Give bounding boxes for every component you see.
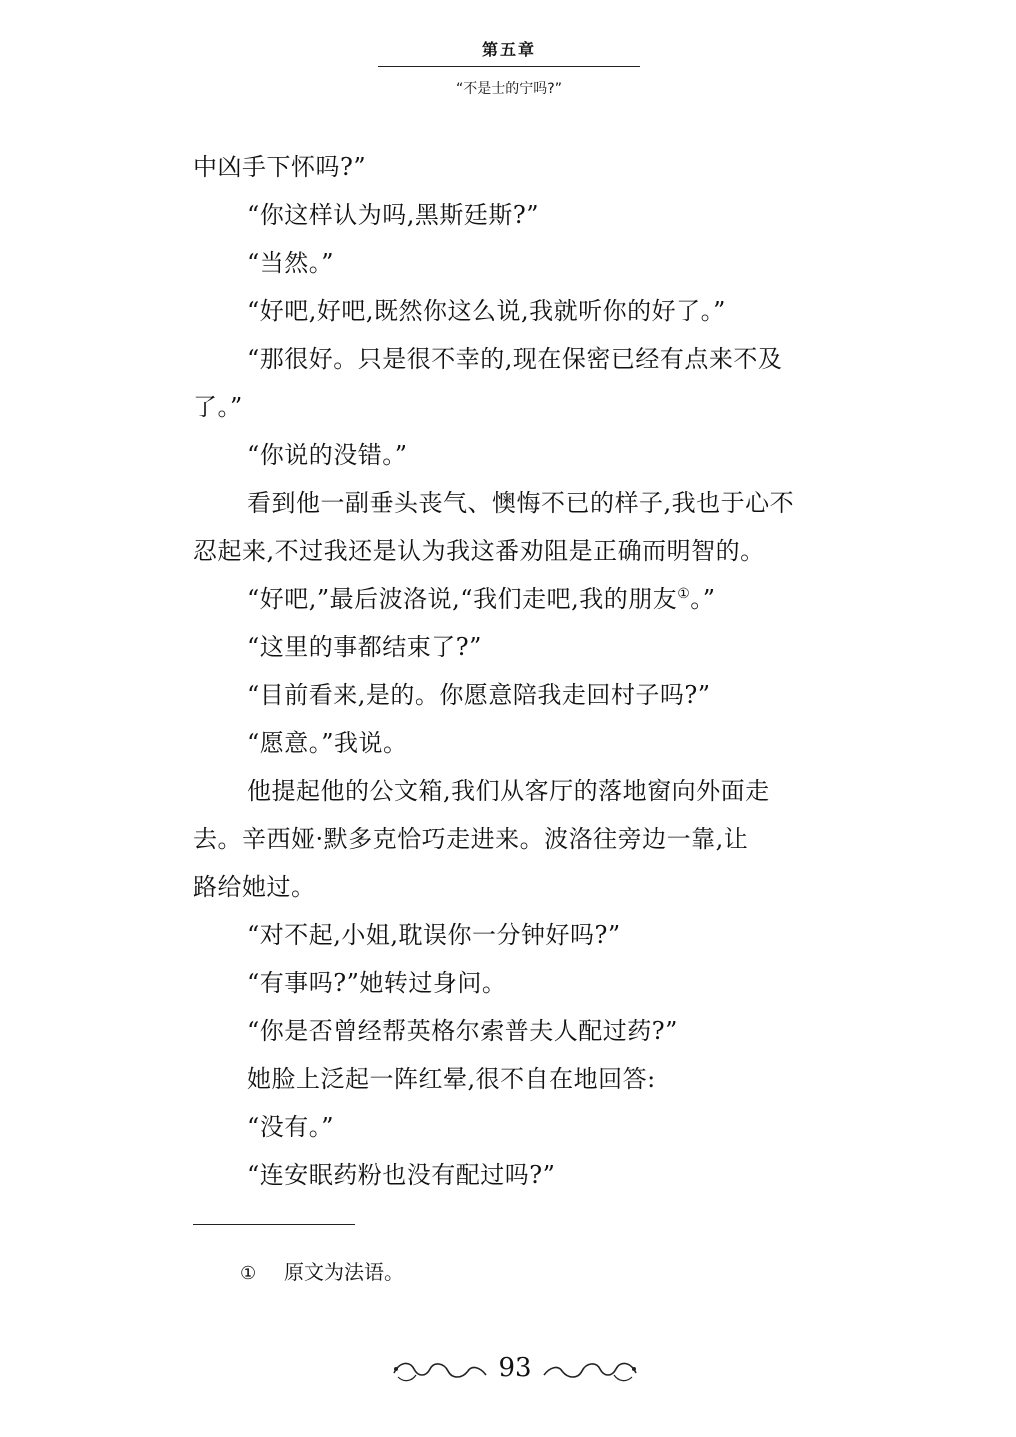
text-line-tail: 。” <box>690 585 716 613</box>
text-line <box>193 1055 833 1103</box>
text-line <box>193 1151 833 1199</box>
text-line-content: 路给她过。 <box>193 873 316 901</box>
text-line-content: 去。辛西娅·默多克恰巧走进来。波洛往旁边一靠,让 <box>193 825 749 853</box>
chapter-subtitle: “不是士的宁吗?” <box>456 81 562 97</box>
text-line <box>193 143 833 191</box>
text-line <box>193 767 833 815</box>
text-line-content: “当然。” <box>247 249 335 277</box>
text-line-content: “那很好。只是很不幸的,现在保密已经有点来不及 <box>247 345 783 373</box>
text-line-content: “好吧,”最后波洛说,“我们走吧,我的朋友 <box>247 585 678 613</box>
text-line <box>193 863 833 911</box>
chapter-title: 第五章 <box>481 40 536 59</box>
footnote-rule <box>193 1224 355 1225</box>
footnote-marker: ① <box>240 1263 257 1284</box>
text-line <box>193 623 833 671</box>
text-line-content: “你这样认为吗,黑斯廷斯?” <box>247 201 540 229</box>
text-line <box>193 527 833 575</box>
page-number: 93 <box>498 1353 532 1383</box>
text-line-content: 了。” <box>193 393 243 421</box>
text-line <box>193 287 833 335</box>
text-line <box>193 191 833 239</box>
text-line-content: “没有。” <box>247 1113 335 1141</box>
text-line <box>193 815 833 863</box>
text-line <box>193 959 833 1007</box>
text-line-content: 看到他一副垂头丧气、懊悔不已的样子,我也于心不 <box>247 489 795 517</box>
text-line <box>193 239 833 287</box>
text-line-content: 忍起来,不过我还是认为我这番劝阻是正确而明智的。 <box>193 537 765 565</box>
header-rule <box>378 66 640 67</box>
text-line-content: 他提起他的公文箱,我们从客厅的落地窗向外面走 <box>247 777 770 805</box>
text-line <box>193 575 833 623</box>
text-line <box>193 335 833 383</box>
text-line <box>193 1007 833 1055</box>
text-line-content: “连安眠药粉也没有配过吗?” <box>247 1161 556 1189</box>
text-line-content: “好吧,好吧,既然你这么说,我就听你的好了。” <box>247 297 726 325</box>
footnote <box>240 1256 404 1285</box>
footnote-text: 原文为法语。 <box>284 1260 404 1284</box>
text-line <box>193 431 833 479</box>
text-line <box>193 671 833 719</box>
text-line-content: 中凶手下怀吗?” <box>193 153 367 181</box>
text-line <box>193 911 833 959</box>
text-line <box>193 479 833 527</box>
text-line-content: “你说的没错。” <box>247 441 408 469</box>
page-number-area <box>390 1345 640 1395</box>
text-line-content: “有事吗?”她转过身问。 <box>247 969 507 997</box>
text-line <box>193 383 833 431</box>
text-line-content: “目前看来,是的。你愿意陪我走回村子吗?” <box>247 681 711 709</box>
body-text <box>193 143 833 1199</box>
text-line-content: “这里的事都结束了?” <box>247 633 482 661</box>
text-line-content: “你是否曾经帮英格尔索普夫人配过药?” <box>247 1017 678 1045</box>
text-line-content: “对不起,小姐,耽误你一分钟好吗?” <box>247 921 621 949</box>
text-line-content: 她脸上泛起一阵红晕,很不自在地回答: <box>247 1065 656 1093</box>
footnote-reference: ① <box>677 586 691 602</box>
text-line <box>193 1103 833 1151</box>
right-flourish-icon <box>540 1353 640 1387</box>
text-line <box>193 719 833 767</box>
text-line-content: “愿意。”我说。 <box>247 729 408 757</box>
